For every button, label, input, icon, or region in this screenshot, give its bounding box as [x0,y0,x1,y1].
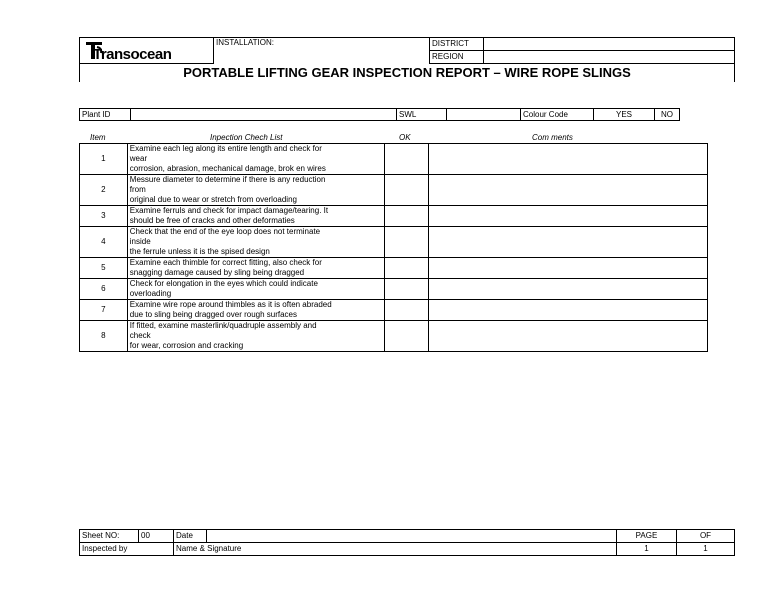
checklist-comments-field[interactable] [428,300,707,321]
checklist-item-text [127,258,384,279]
checklist-item-number: 3 [80,206,128,227]
region-label: REGION [430,51,484,64]
checklist-text-line: If fitted, examine masterlink/quadruple assembly and [129,321,317,330]
checklist-item-text [127,175,384,206]
region-field[interactable] [484,51,735,64]
checklist-item-text [127,144,384,175]
sheet-no-label: Sheet NO: [80,530,139,543]
colour-code-label: Colour Code [521,109,594,121]
name-signature-label[interactable]: Name & Signature [174,543,617,556]
date-label: Date [174,530,207,543]
checklist-item-text [127,279,384,300]
company-logo-text: Transocean [93,46,172,63]
checklist-item-number: 6 [80,279,128,300]
checklist-comments-field[interactable] [428,321,707,352]
swl-field[interactable] [447,109,521,121]
checklist-text-line: Examine each leg along its entire length and check for [129,144,322,153]
checklist-text-line: check [129,331,151,340]
plant-id-label: Plant ID [80,109,131,121]
checklist-row [80,258,708,279]
checklist-row [80,175,708,206]
installation-label: INSTALLATION: [214,38,430,64]
checklist-item-number: 1 [80,144,128,175]
of-label: OF [677,530,735,543]
column-header-check-list: Inpection Chech List [210,133,283,142]
checklist-comments-field[interactable] [428,279,707,300]
checklist-text-line: should be free of cracks and other deformaties [129,216,295,225]
checklist-item-text [127,227,384,258]
checklist-item-number: 8 [80,321,128,352]
checklist-row [80,144,708,175]
checklist-text-line: Messure diameter to determine if there is any reduction [129,175,326,184]
checklist-row [80,279,708,300]
checklist-row [80,300,708,321]
inspection-checklist [79,143,708,352]
checklist-text-line: the ferrule unless it is the spised design [129,247,270,256]
district-label: DISTRICT [430,38,484,51]
column-header-ok: OK [399,133,411,142]
checklist-row [80,321,708,352]
checklist-text-line: corrosion, abrasion, mechanical damage, brok en wires [129,164,326,173]
checklist-ok-field[interactable] [384,175,428,206]
checklist-ok-field[interactable] [384,258,428,279]
header-table [79,37,735,82]
page-label: PAGE [617,530,677,543]
checklist-item-text [127,300,384,321]
column-header-item: Item [90,133,106,142]
checklist-text-line: Check that the end of the eye loop does not terminate [129,227,321,236]
footer-table [79,529,735,556]
checklist-ok-field[interactable] [384,300,428,321]
checklist-item-text [127,206,384,227]
column-header-comments: Com ments [532,133,573,142]
checklist-text-line: inside [129,237,151,246]
date-field[interactable] [207,530,617,543]
checklist-text-line: Check for elongation in the eyes which could indicate [129,279,318,288]
checklist-item-number: 4 [80,227,128,258]
checklist-comments-field[interactable] [428,227,707,258]
district-field[interactable] [484,38,735,51]
checklist-text-line: Examine wire rope around thimbles as it is often abraded [129,300,332,309]
sheet-no-value[interactable]: 00 [139,530,174,543]
checklist-text-line: original due to wear or stretch from overloading [129,195,297,204]
checklist-item-text [127,321,384,352]
checklist-text-line: Examine each thimble for correct fitting, also check for [129,258,322,267]
checklist-text-line: wear [129,154,148,163]
checklist-comments-field[interactable] [428,206,707,227]
checklist-comments-field[interactable] [428,144,707,175]
checklist-text-line: overloading [129,289,172,298]
no-option[interactable]: NO [655,109,680,121]
yes-option[interactable]: YES [594,109,655,121]
checklist-text-line: for wear, corrosion and cracking [129,341,244,350]
checklist-row [80,206,708,227]
page-title: PORTABLE LIFTING GEAR INSPECTION REPORT – WIRE ROPE SLINGS [80,64,735,83]
swl-label: SWL [397,109,447,121]
checklist-ok-field[interactable] [384,321,428,352]
checklist-text-line: snagging damage caused by sling being dragged [129,268,305,277]
checklist-ok-field[interactable] [384,227,428,258]
logo-cell [80,38,214,64]
checklist-item-number: 7 [80,300,128,321]
checklist-row [80,227,708,258]
checklist-ok-field[interactable] [384,144,428,175]
checklist-text-line: Examine ferruls and check for impact damage/tearing. It [129,206,329,215]
plant-id-table [79,108,680,121]
checklist-text-line: from [129,185,146,194]
checklist-ok-field[interactable] [384,206,428,227]
checklist-text-line: due to sling being dragged over rough surfaces [129,310,298,319]
checklist-item-number: 5 [80,258,128,279]
plant-id-field[interactable] [131,109,397,121]
checklist-comments-field[interactable] [428,258,707,279]
inspected-by-label: Inspected by [80,543,174,556]
checklist-item-number: 2 [80,175,128,206]
checklist-comments-field[interactable] [428,175,707,206]
page-value: 1 [617,543,677,556]
checklist-ok-field[interactable] [384,279,428,300]
of-value: 1 [677,543,735,556]
